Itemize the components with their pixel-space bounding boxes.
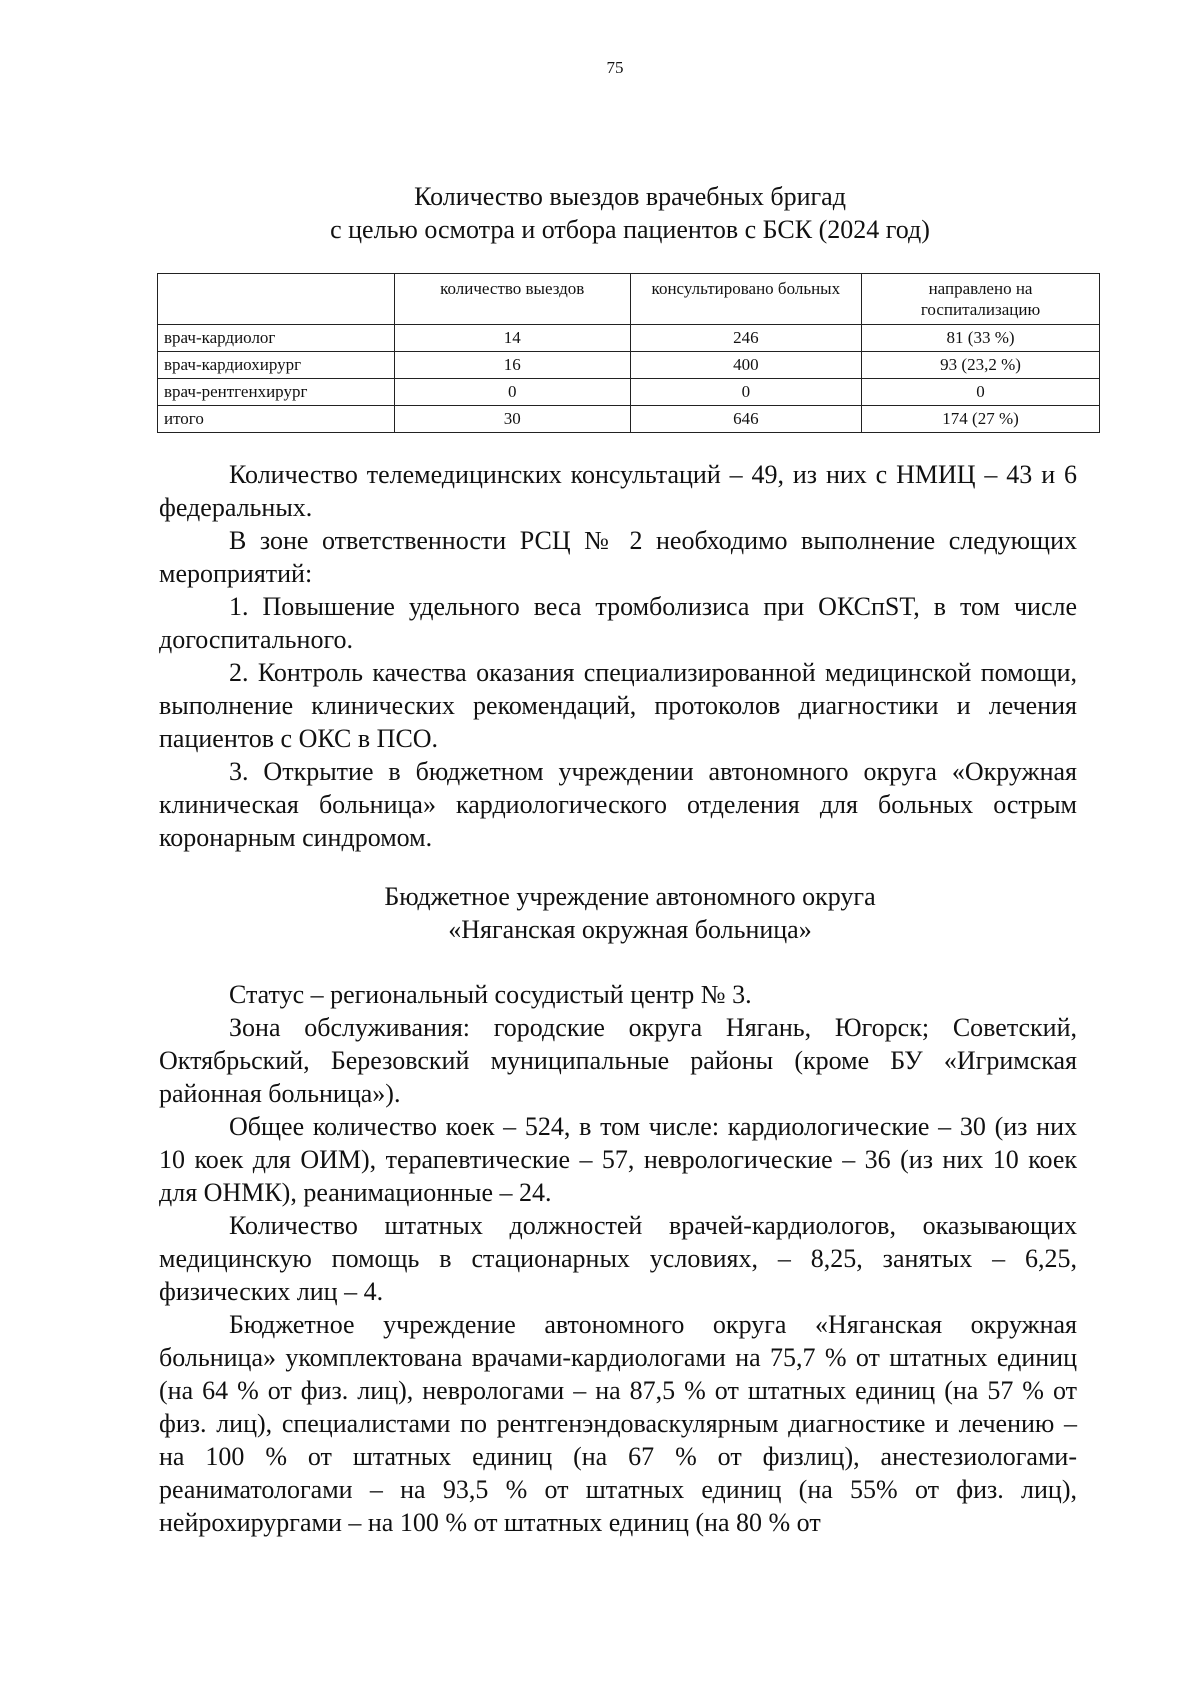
table-cell: 14	[394, 325, 630, 352]
table-total-row	[158, 406, 1100, 433]
table-title	[160, 180, 1100, 246]
paragraph: Количество телемедицинских консультаций – 49, из них с НМИЦ – 43 и 6 федеральных.	[159, 460, 1077, 522]
paragraph: В зоне ответственности РСЦ № 2 необходимо выполнение следующих мероприятий:	[159, 526, 1077, 588]
paragraph: 3. Открытие в бюджетном учреждении автономного округа «Окружная клиническая больница» кардиологического отделения для больных острым коронарным синдромом.	[159, 757, 1077, 852]
table-cell: 174 (27 %)	[862, 406, 1100, 433]
page-number: 75	[606, 58, 624, 77]
paragraph: Количество штатных должностей врачей-кардиологов, оказывающих медицинскую помощь в стационарных условиях, – 8,25, занятых – 6,25, физических лиц – 4.	[159, 1211, 1077, 1306]
table-header-cell: количество выездов	[394, 274, 630, 325]
measures-text-block	[159, 458, 1077, 854]
paragraph: 1. Повышение удельного веса тромболизиса при ОКСпST, в том числе догоспитального.	[159, 592, 1077, 654]
table-cell: 93 (23,2 %)	[862, 352, 1100, 379]
table-row	[158, 352, 1100, 379]
section-title	[160, 880, 1100, 946]
table-cell: 400	[630, 352, 861, 379]
table-cell: 16	[394, 352, 630, 379]
table-cell: врач-рентгенхирург	[158, 379, 395, 406]
paragraph: Бюджетное учреждение автономного округа «Няганская окружная больница» укомплектована врачами-кардиологами на 75,7 % от штатных единиц (на 64 % от физ. лиц), неврологами – на 87,5 % от штатных единиц (на 57 % от физ. лиц), специалистами по рентгенэндоваскулярным диагностике и лечению – на 100 % от штатных единиц (на 67 % от физлиц), анестезиологами-реаниматологами – на 93,5 % от штатных единиц (на 55% от физ. лиц), нейрохирургами – на 100 % от штатных единиц (на 80 % от	[159, 1310, 1077, 1537]
table-header-cell: консультировано больных	[630, 274, 861, 325]
table-cell: 646	[630, 406, 861, 433]
table-row	[158, 325, 1100, 352]
table-cell: 0	[862, 379, 1100, 406]
table-header-cell: направлено на госпитализацию	[862, 274, 1100, 325]
table-header-row	[158, 274, 1100, 325]
table-header-cell	[158, 274, 395, 325]
table-cell: итого	[158, 406, 395, 433]
table-title-line-2: с целью осмотра и отбора пациентов с БСК (2024 год)	[330, 215, 930, 244]
table-row	[158, 379, 1100, 406]
section-title-line-1: Бюджетное учреждение автономного округа	[384, 882, 876, 911]
table-cell: 0	[394, 379, 630, 406]
section-title-line-2: «Няганская окружная больница»	[448, 915, 812, 944]
table-cell: 81 (33 %)	[862, 325, 1100, 352]
table-cell: врач-кардиолог	[158, 325, 395, 352]
table-cell: врач-кардиохирург	[158, 352, 395, 379]
hospital-info-text-block	[159, 978, 1077, 1539]
table-cell: 0	[630, 379, 861, 406]
table-title-line-1: Количество выездов врачебных бригад	[414, 182, 846, 211]
table-cell: 30	[394, 406, 630, 433]
table-cell: 246	[630, 325, 861, 352]
paragraph: Зона обслуживания: городские округа Нягань, Югорск; Советский, Октябрьский, Березовский муниципальные районы (кроме БУ «Игримская районная больница»).	[159, 1013, 1077, 1108]
brigade-visits-table	[157, 273, 1100, 433]
paragraph: Общее количество коек – 524, в том числе: кардиологические – 30 (из них 10 коек для ОИМ), терапевтические – 57, неврологические – 36 (из них 10 коек для ОНМК), реанимационные – 24.	[159, 1112, 1077, 1207]
paragraph: 2. Контроль качества оказания специализированной медицинской помощи, выполнение клинических рекомендаций, протоколов диагностики и лечения пациентов с ОКС в ПСО.	[159, 658, 1077, 753]
paragraph: Статус – региональный сосудистый центр № 3.	[229, 980, 752, 1009]
